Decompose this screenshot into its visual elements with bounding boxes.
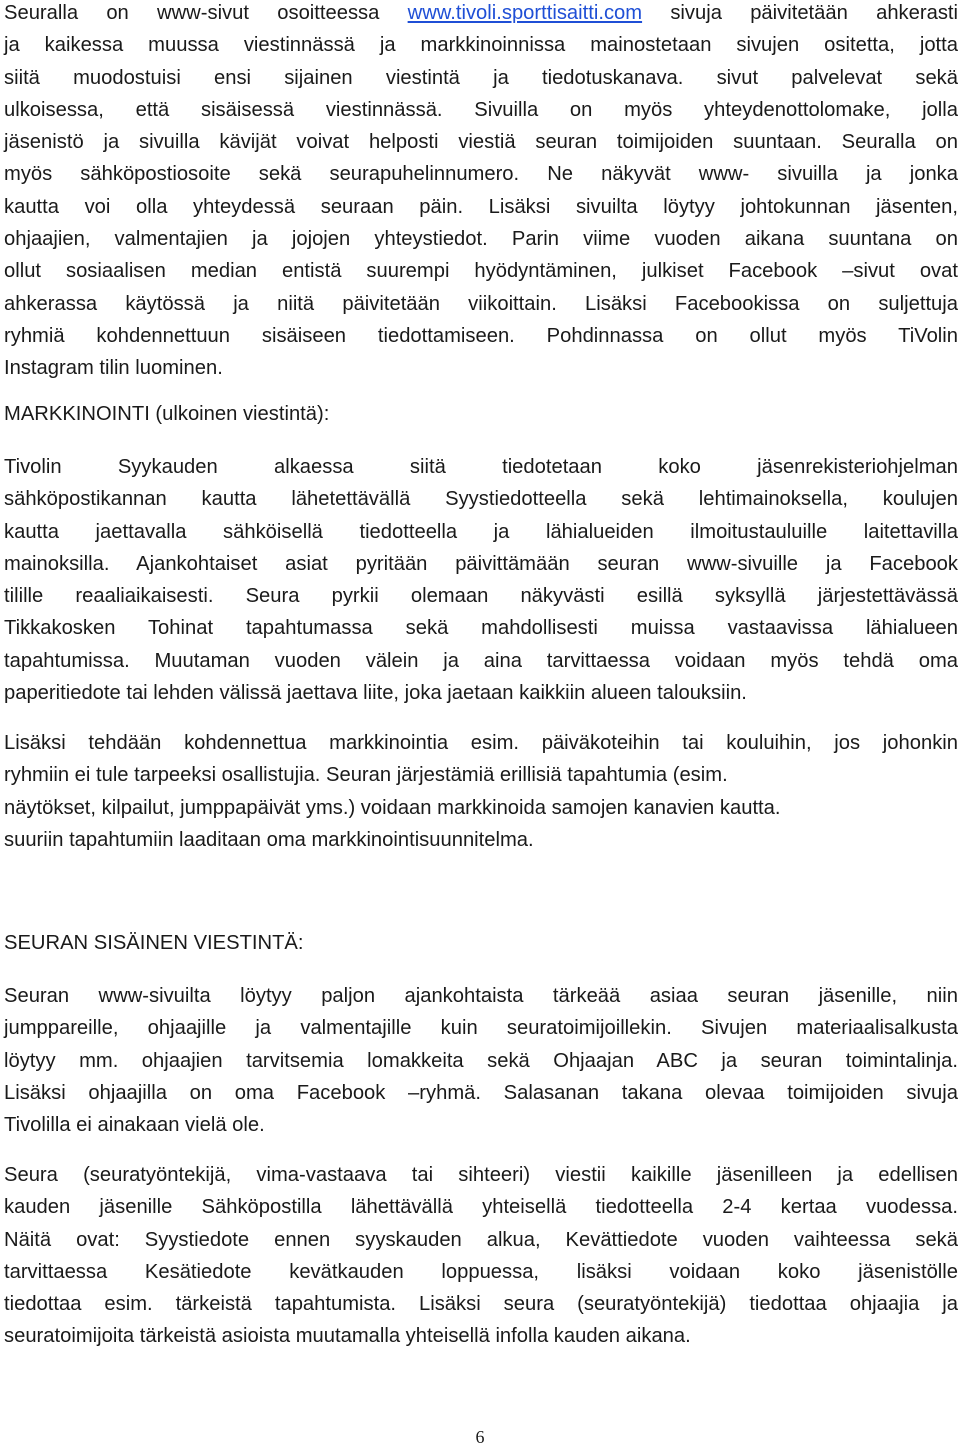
text-line: löytyy mm. ohjaajien tarvitsemia lomakkeita sekä Ohjaajan ABC ja seuran toimintalinja. [4,1049,958,1072]
text-line: seuratoimijoita tärkeistä asioista muutamalla yhteisellä infolla kauden aikana. [4,1325,691,1348]
text-line: ohjaajien, valmentajien ja jojojen yhteystiedot. Parin viime vuoden aikana suuntana on [4,228,958,251]
text-line: ollut sosiaalisen median entistä suurempi hyödyntäminen, julkiset Facebook –sivut ovat [4,260,958,283]
marketing-paragraph-2 [4,727,958,856]
text-line: kautta jaettavalla sähköisellä tiedotteella ja lähialueiden ilmoitustauluille laitettavilla [4,520,958,543]
text-run: Seuralla on www-sivut osoitteessa [4,2,408,24]
text-line: mainoksilla. Ajankohtaiset asiat pyritään päivittämään seuran www-sivuille ja Facebook [4,552,958,575]
text-line: Tivolilla ei ainakaan vielä ole. [4,1114,265,1137]
marketing-paragraph-1 [4,451,958,709]
text-line: tilille reaaliaikaisesti. Seura pyrkii olemaan näkyvästi esillä syksyllä järjestettävässä [4,585,958,608]
text-line: ahkerassa käytössä ja niitä päivitetään viikoittain. Lisäksi Facebookissa on suljettuja [4,292,958,315]
text-line: Seuran www-sivuilta löytyy paljon ajankohtaista tärkeää asiaa seuran jäsenille, niin [4,985,958,1007]
text-line: tapahtumissa. Muutaman vuoden välein ja aina tarvittaessa voidaan myös tehdä oma [4,649,958,672]
text-line: ja kaikessa muussa viestinnässä ja markkinoinnissa mainostetaan sivujen ositetta, jotta [4,34,958,57]
text-line: suuriin tapahtumiin laaditaan oma markkinointisuunnitelma. [4,828,534,851]
internal-paragraph-1 [4,980,958,1141]
text-line: ryhmiä kohdennettuun sisäiseen tiedottamiseen. Pohdinnassa on ollut myös TiVolin [4,324,958,347]
website-link[interactable]: www.tivoli.sporttisaitti.com [407,2,643,24]
text-line [4,0,958,29]
text-line: Instagram tilin luominen. [4,357,223,380]
text-line: näytökset, kilpailut, jumppapäivät yms.) voidaan markkinoida samojen kanavien kautta. [4,796,781,819]
internal-paragraph-2 [4,1159,958,1353]
text-line: Näitä ovat: Syystiedote ennen syyskauden alkua, Kevättiedote vuoden vaihteessa sekä [4,1228,958,1251]
text-line: kautta voi olla yhteydessä seuraan päin. Lisäksi sivuilta löytyy johtokunnan jäsenten, [4,195,958,218]
text-line: siitä muodostuisi ensi sijainen viestintä ja tiedotuskanava. sivut palvelevat sekä [4,66,958,89]
text-line: ryhmiin ei tule tarpeeksi osallistujia. Seuran järjestämiä erillisiä tapahtumia (esim. [4,764,728,787]
text-line: Seura (seuratyöntekijä, vima-vastaava tai sihteeri) viestii kaikille jäsenilleen ja edellisen [4,1164,958,1186]
text-line: sähköpostikannan kautta lähetettävällä Syystiedotteella sekä lehtimainoksella, koulujen [4,488,958,511]
text-line: jumppareille, ohjaajille ja valmentajille kuin seuratoimijoillekin. Sivujen materiaalisalkusta [4,1017,958,1040]
section-heading-marketing: MARKKINOINTI (ulkoinen viestintä): [4,403,330,425]
section-heading-internal: SEURAN SISÄINEN VIESTINTÄ: [4,932,304,954]
text-line: tarvittaessa Kesätiedote kevätkauden loppuessa, lisäksi voidaan koko jäsenistölle [4,1260,958,1283]
text-line: Lisäksi ohjaajilla on oma Facebook –ryhmä. Salasanan takana olevaa toimijoiden sivuja [4,1081,958,1104]
text-line: tiedottaa esim. tärkeistä tapahtumista. Lisäksi seura (seuratyöntekijä) tiedottaa ohjaajia ja [4,1293,958,1316]
text-line: Tikkakosken Tohinat tapahtumassa sekä mahdollisesti muissa vastaavissa lähialueen [4,617,958,640]
intro-paragraph [4,0,958,385]
text-line: Lisäksi tehdään kohdennettua markkinointia esim. päiväkoteihin tai kouluihin, jos johonkin [4,732,958,754]
text-line: Tivolin Syykauden alkaessa siitä tiedotetaan koko jäsenrekisteriohjelman [4,456,958,478]
text-line: myös sähköpostiosoite sekä seurapuhelinnumero. Ne näkyvät www- sivuilla ja jonka [4,163,958,186]
text-line: jäsenistö ja sivuilla kävijät voivat helposti viestiä seuran toimijoiden suuntaan. Seuralla on [4,131,958,154]
text-line: paperitiedote tai lehden välissä jaettava liite, joka jaetaan kaikkiin alueen talouksiin. [4,682,747,705]
text-run: sivuja päivitetään ahkerasti [642,2,959,24]
text-line: ulkoisessa, että sisäisessä viestinnässä. Sivuilla on myös yhteydenottolomake, jolla [4,98,958,121]
text-line: kauden jäsenille Sähköpostilla lähettävällä yhteisellä tiedotteella 2-4 kertaa vuodessa. [4,1196,958,1219]
page-number: 6 [475,1427,485,1447]
